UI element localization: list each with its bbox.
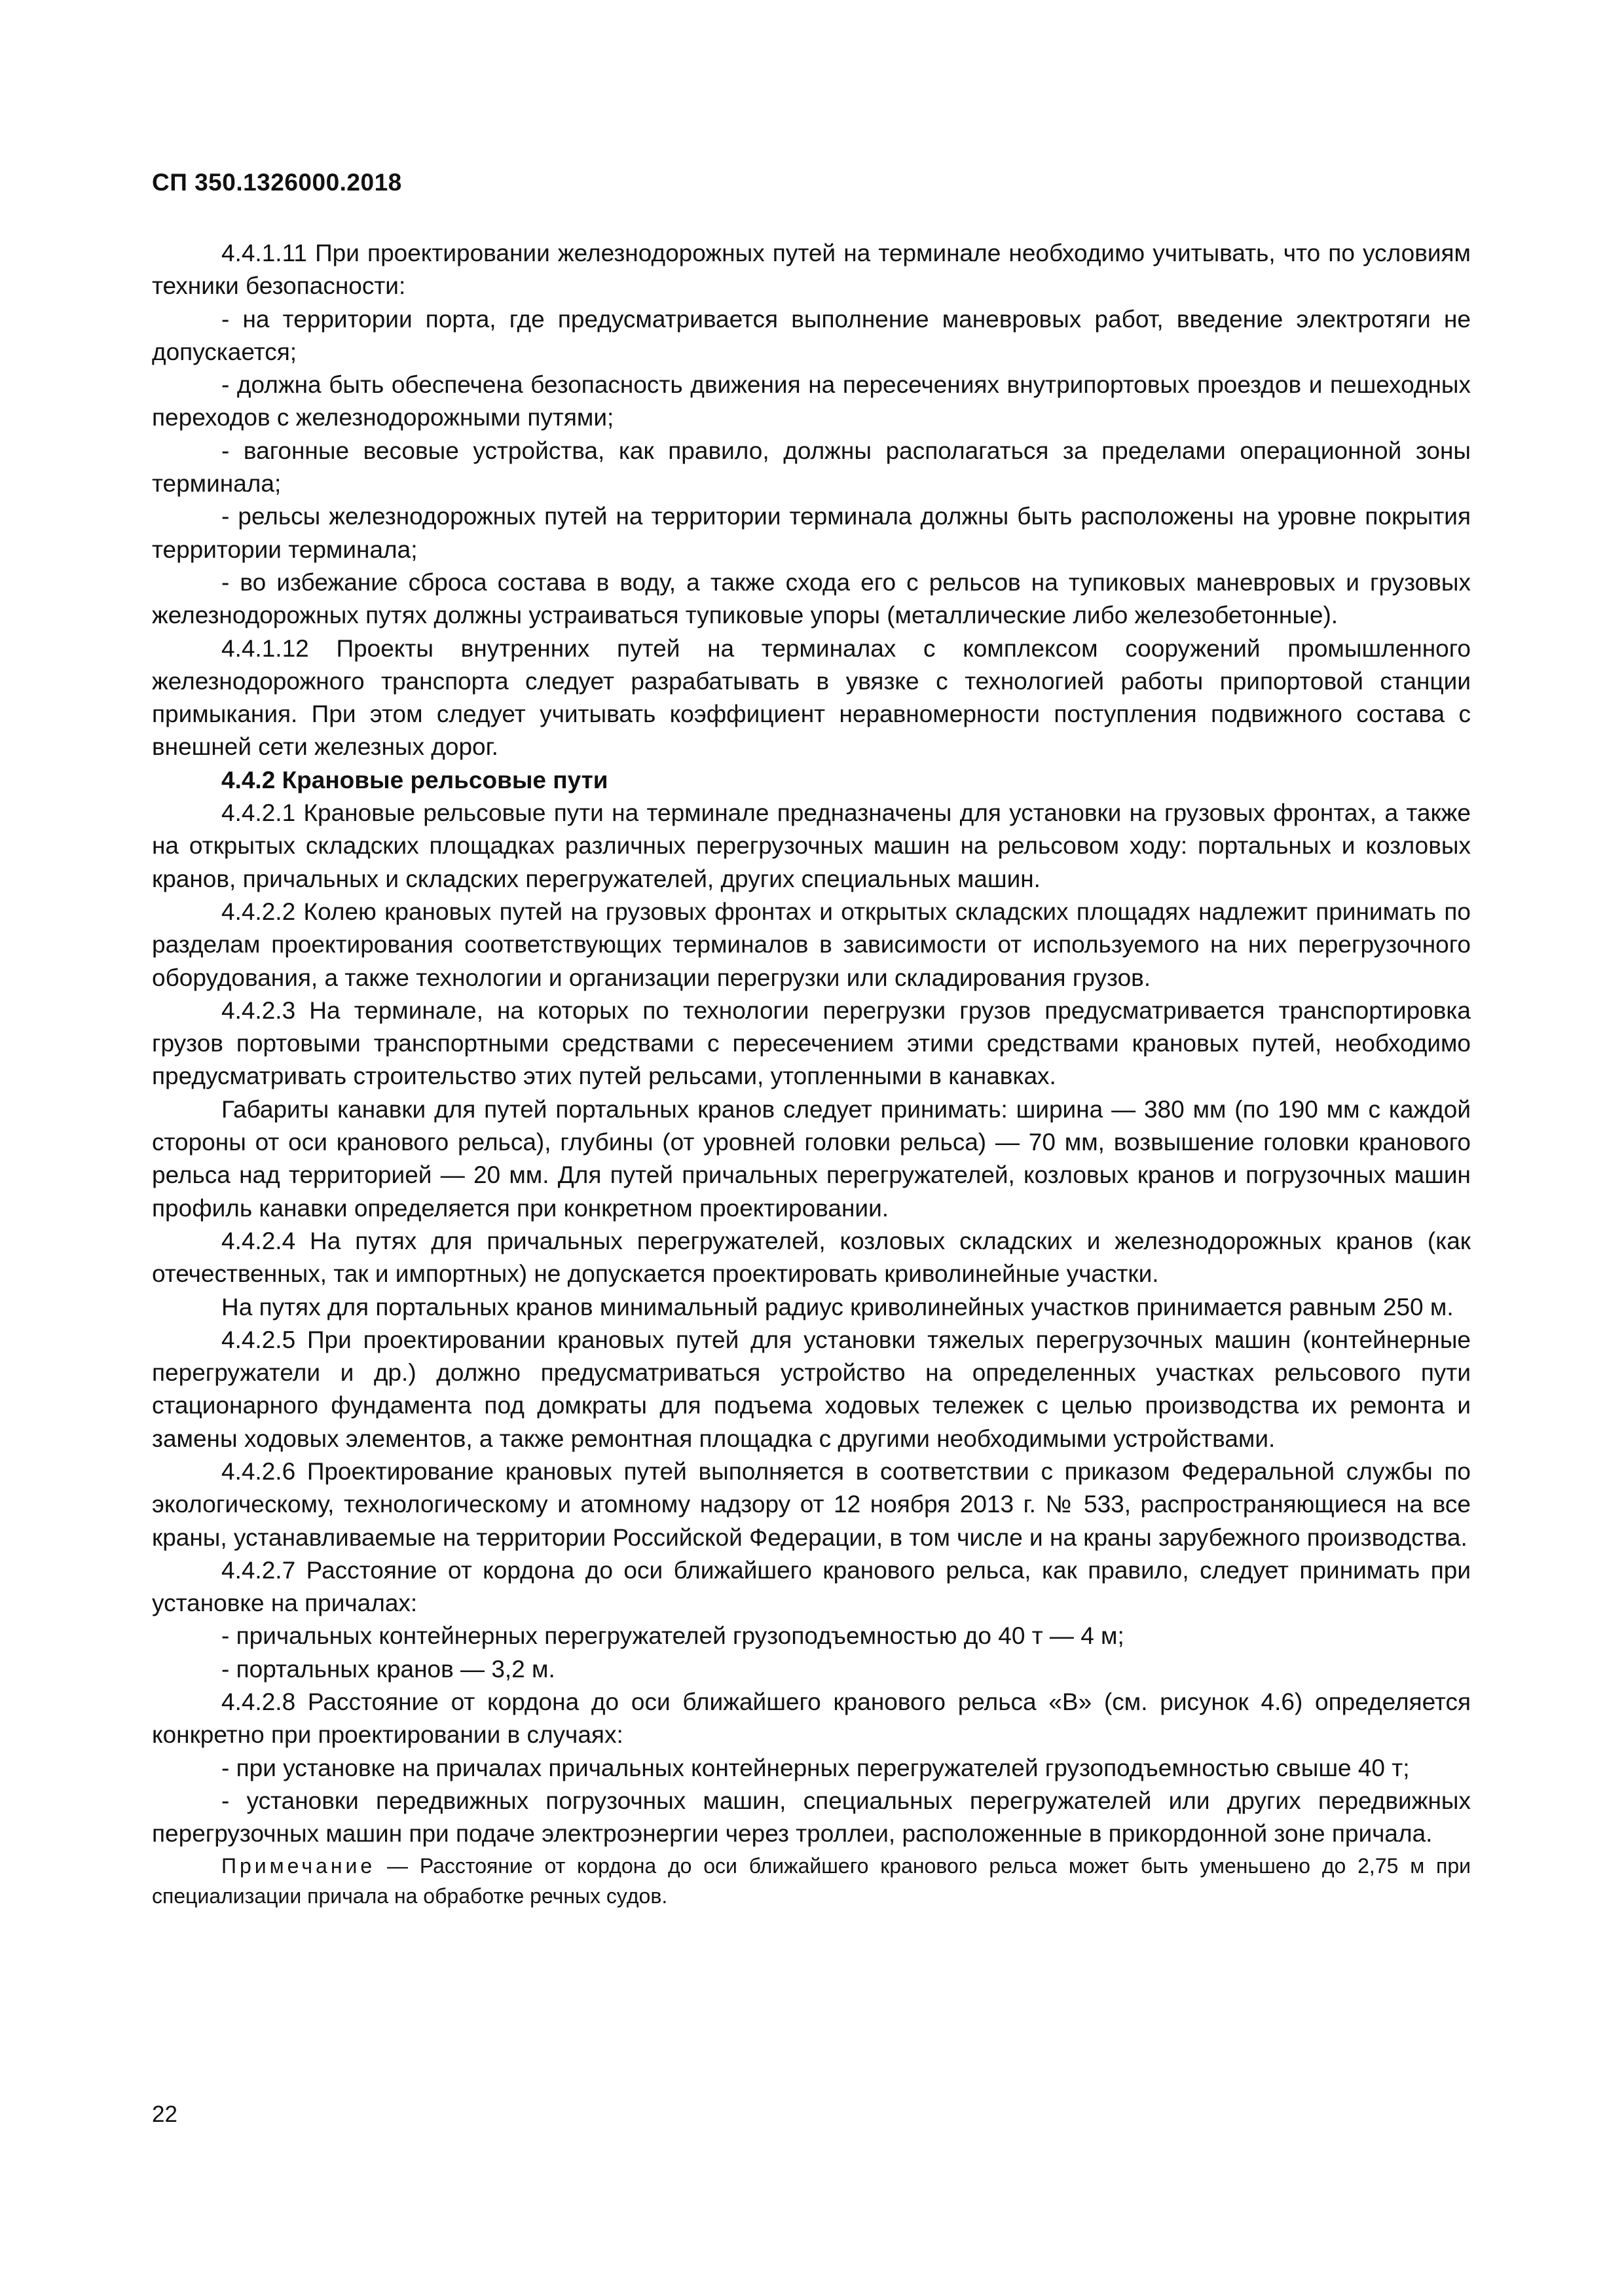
section-heading: 4.4.2 Крановые рельсовые пути — [221, 766, 608, 793]
paragraph: - на территории порта, где предусматривается выполнение маневровых работ, введение электротяги не допускается; — [152, 305, 1471, 365]
note — [152, 1851, 1471, 1911]
paragraph: 4.4.1.11 При проектировании железнодорожных путей на терминале необходимо учитывать, что по условиям техники безопасности: — [152, 240, 1471, 300]
paragraph: - во избежание сброса состава в воду, а также схода его с рельсов на тупиковых маневровых и грузовых железнодорожных путях должны устраиваться тупиковые упоры (металлические либо железобетонные). — [152, 568, 1471, 629]
document-body — [152, 237, 1471, 1911]
paragraph: - должна быть обеспечена безопасность движения на пересечениях внутрипортовых проездов и пешеходных переходов с железнодорожными путями; — [152, 371, 1471, 431]
paragraph: - рельсы железнодорожных путей на территории терминала должны быть расположены на уровне покрытия территории терминала; — [152, 503, 1471, 563]
page-number: 22 — [152, 2102, 177, 2127]
document-code-header: СП 350.1326000.2018 — [152, 169, 402, 196]
note-label: Примечание — [221, 1853, 376, 1878]
paragraph: 4.4.2.1 Крановые рельсовые пути на терминале предназначены для установки на грузовых фронтах, а также на открытых складских площадках различных перегрузочных машин на рельсовом ходу: портальных и козловых кранов, причальных и складских перегружателей, других специальных машин. — [152, 799, 1471, 892]
note-text: — Расстояние от кордона до оси ближайшего кранового рельса может быть уменьшено до 2,75 м при специализации причала на обработке речных судов. — [152, 1853, 1471, 1908]
paragraph: 4.4.1.12 Проекты внутренних путей на терминалах с комплексом сооружений промышленного железнодорожного транспорта следует разрабатывать в увязке с технологией работы припортовой станции примыкания. При этом следует учитывать коэффициент неравномерности поступления подвижного состава с внешней сети железных дорог. — [152, 634, 1471, 761]
paragraph: 4.4.2.2 Колею крановых путей на грузовых фронтах и открытых складских площадях надлежит принимать по разделам проектирования соответствующих терминалов в зависимости от используемого на них перегрузочного оборудования, а также технологии и организации перегрузки или складирования грузов. — [152, 898, 1471, 991]
paragraph: 4.4.2.4 На путях для причальных перегружателей, козловых складских и железнодорожных кранов (как отечественных, так и импортных) не допускается проектировать криволинейные участки. — [152, 1227, 1471, 1288]
paragraph: 4.4.2.6 Проектирование крановых путей выполняется в соответствии с приказом Федеральной службы по экологическому, технологическому и атомному надзору от 12 ноября 2013 г. № 533, распространяющиеся на все краны, устанавливаемые на территории Российской Федерации, в том числе и на краны зарубежного производства. — [152, 1457, 1471, 1551]
paragraph: Габариты канавки для путей портальных кранов следует принимать: ширина — 380 мм (по 190 мм с каждой стороны от оси кранового рельса), глубины (от уровней головки рельса) — 70 мм, возвышение головки кранового рельса над территорией — 20 мм. Для путей причальных перегружателей, козловых кранов и погрузочных машин профиль канавки определяется при конкретном проектировании. — [152, 1095, 1471, 1222]
paragraph: 4.4.2.5 При проектировании крановых путей для установки тяжелых перегрузочных машин (контейнерные перегружатели и др.) должно предусматриваться устройство на определенных участках рельсового пути стационарного фундамента под домкраты для подъема ходовых тележек с целью производства их ремонта и замены ходовых элементов, а также ремонтная площадка с другими необходимыми устройствами. — [152, 1326, 1471, 1452]
paragraph: 4.4.2.7 Расстояние от кордона до оси ближайшего кранового рельса, как правило, следует принимать при установке на причалах: — [152, 1556, 1471, 1617]
paragraph: - портальных кранов — 3,2 м. — [221, 1655, 555, 1683]
paragraph: 4.4.2.8 Расстояние от кордона до оси ближайшего кранового рельса «В» (см. рисунок 4.6) определяется конкретно при проектировании в случаях: — [152, 1688, 1471, 1749]
paragraph: - при установке на причалах причальных контейнерных перегружателей грузоподъемностью свыше 40 т; — [221, 1754, 1410, 1781]
paragraph: На путях для портальных кранов минимальный радиус криволинейных участков принимается равным 250 м. — [221, 1293, 1454, 1321]
paragraph: - установки передвижных погрузочных машин, специальных перегружателей или других передвижных перегрузочных машин при подаче электроэнергии через троллеи, расположенные в прикордонной зоне причала. — [152, 1787, 1471, 1848]
paragraph: 4.4.2.3 На терминале, на которых по технологии перегрузки грузов предусматривается транспортировка грузов портовыми транспортными средствами с пересечением этими средствами крановых путей, необходимо предусматривать строительство этих путей рельсами, утопленными в канавках. — [152, 996, 1471, 1090]
paragraph: - причальных контейнерных перегружателей грузоподъемностью до 40 т — 4 м; — [221, 1622, 1124, 1650]
paragraph: - вагонные весовые устройства, как правило, должны располагаться за пределами операционной зоны терминала; — [152, 437, 1471, 498]
